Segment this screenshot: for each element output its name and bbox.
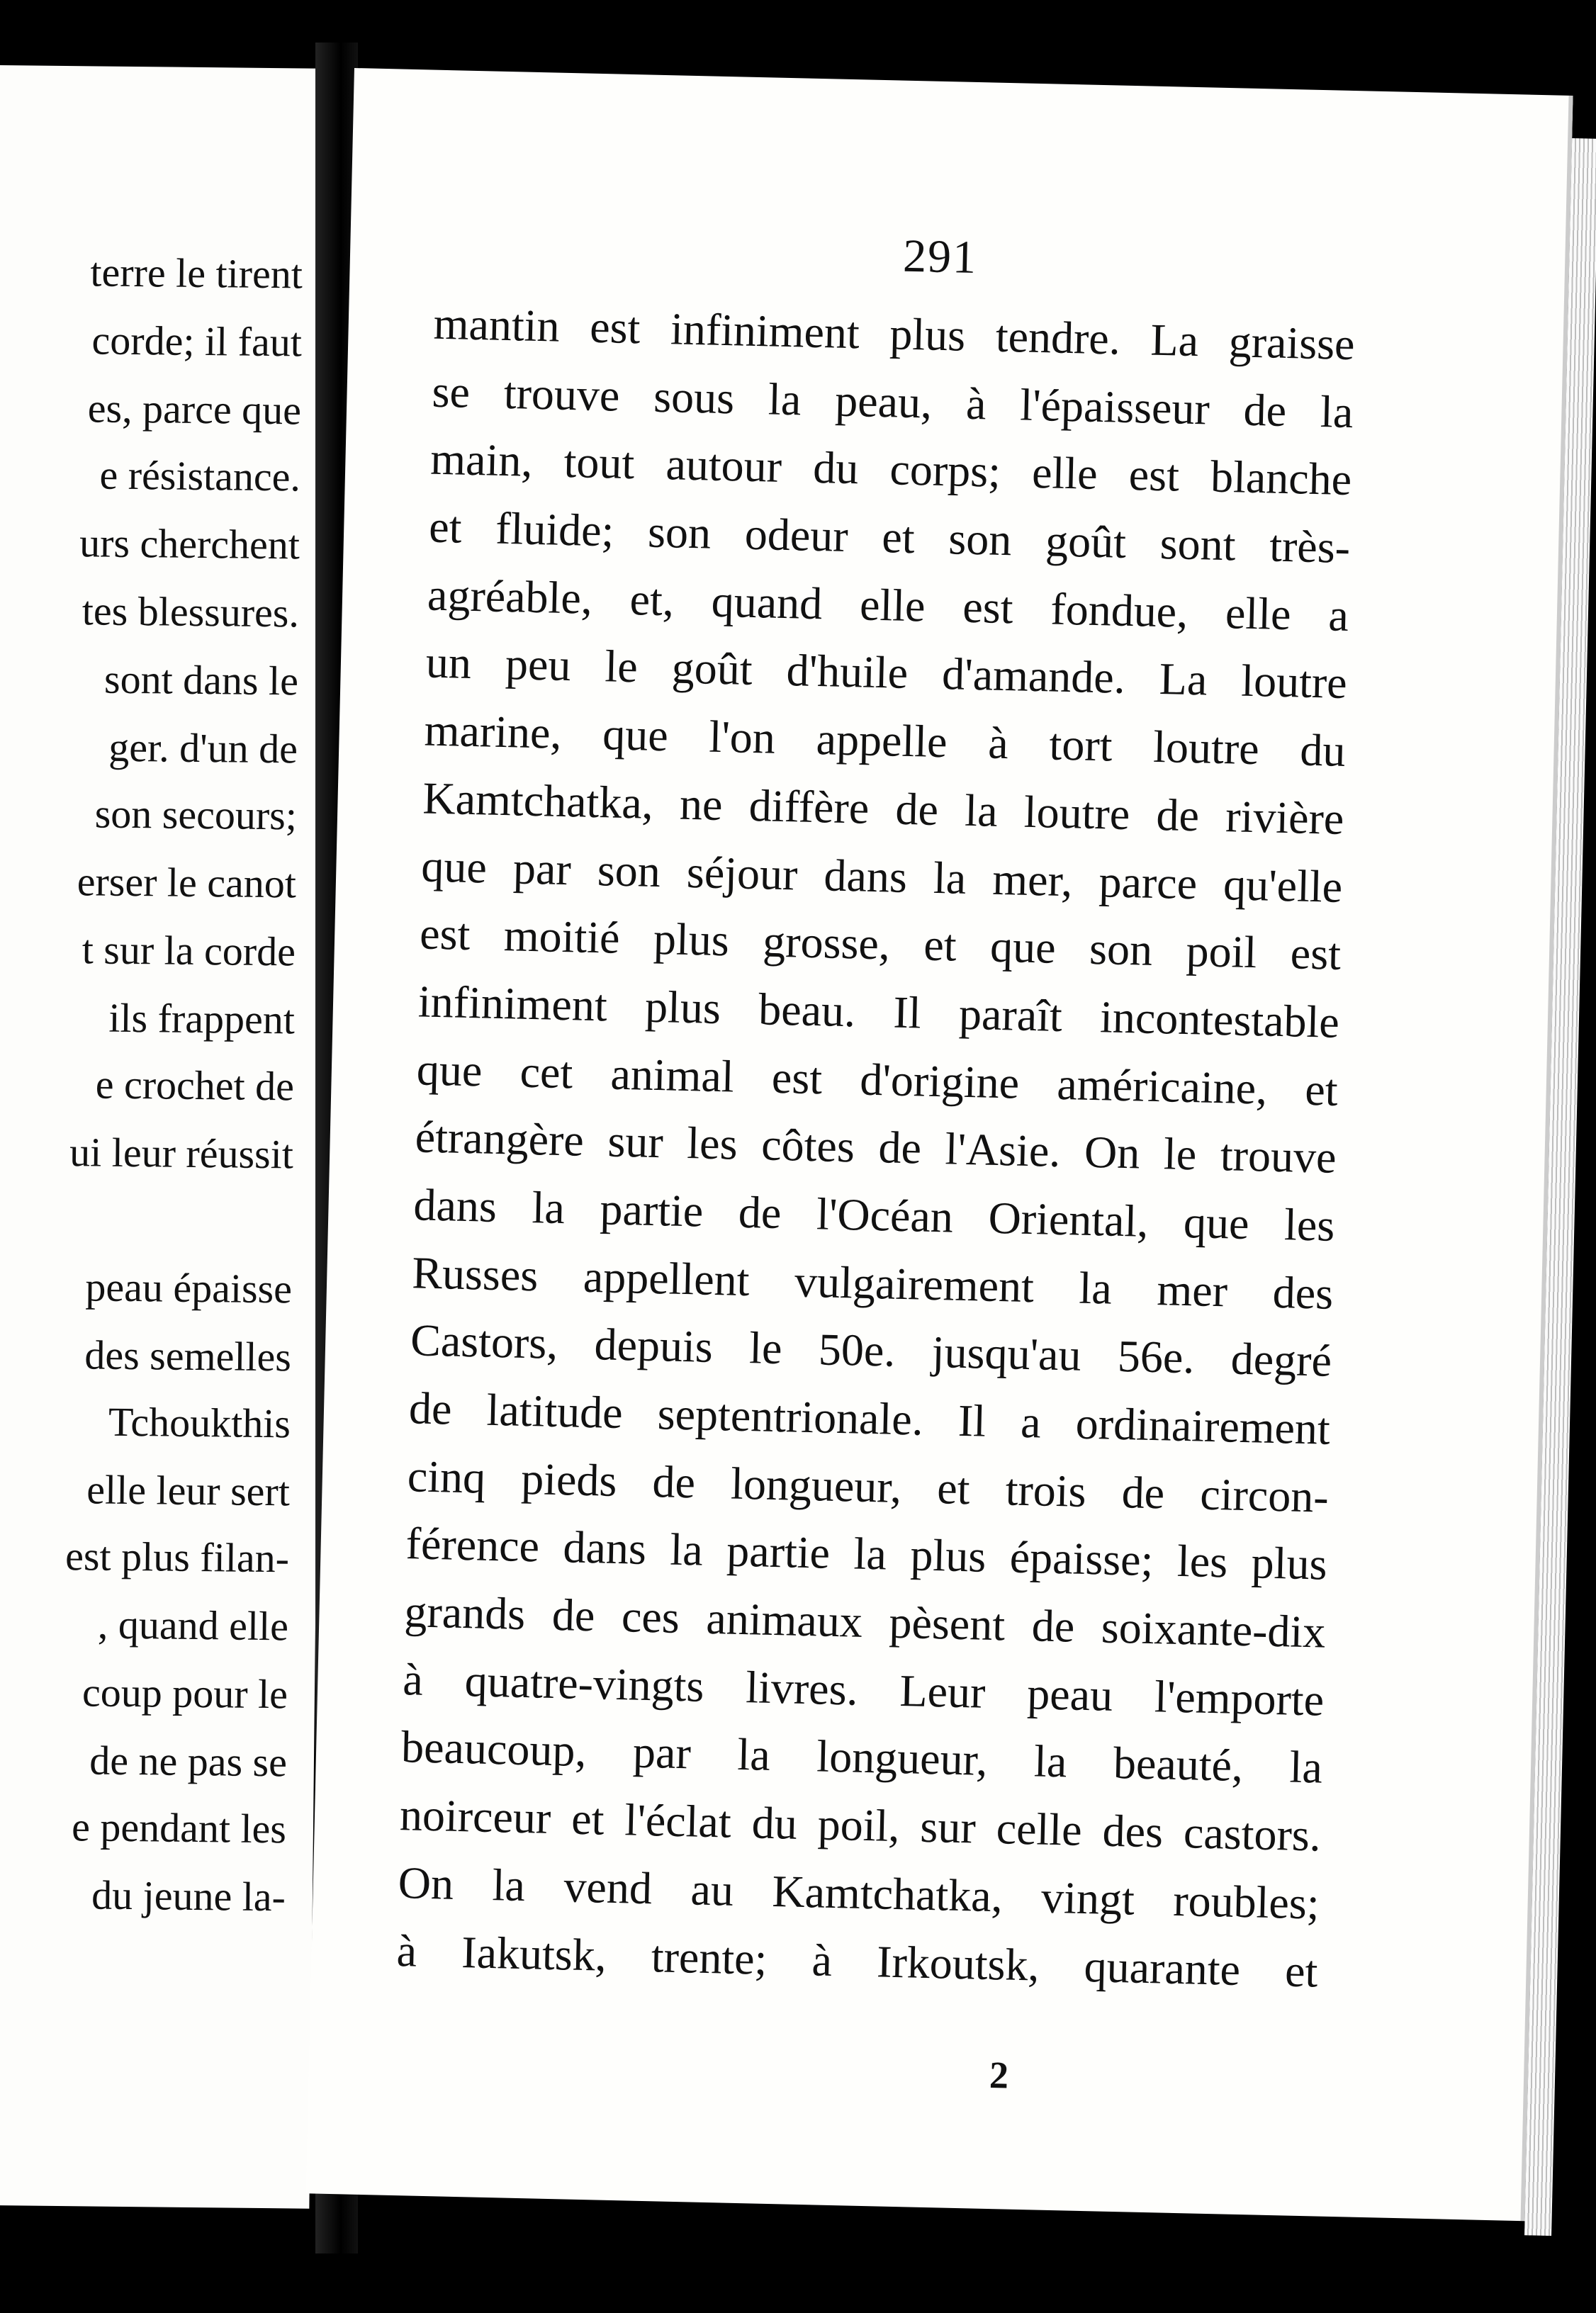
left-line: ger. d'un de (108, 724, 298, 772)
left-line: son secours; (94, 790, 298, 839)
signature-mark: 2 (989, 2054, 1009, 2097)
left-line: e crochet de (95, 1061, 295, 1110)
text-line: et fluide; son odeur et son goût sont très- (428, 501, 1351, 573)
text-line: Castors, depuis le 50e. jusqu'au 56e. degré (410, 1315, 1332, 1387)
left-line: des semelles (84, 1332, 292, 1380)
left-page (0, 65, 332, 2209)
text-line: que par son séjour dans la mer, parce qu'elle (420, 840, 1343, 912)
left-line: du jeune la- (91, 1872, 286, 1920)
text-line: marine, que l'on appelle à tort loutre du (424, 704, 1347, 777)
right-page (306, 68, 1573, 2221)
left-line: de ne pas se (89, 1737, 288, 1786)
left-line: ils frappent (108, 994, 296, 1043)
text-line: à Iakutsk, trente; à Irkoutsk, quarante et (395, 1925, 1319, 1997)
text-line: à quatre-vingts livres. Leur peau l'emporte (402, 1653, 1325, 1726)
left-line: erser le canot (77, 858, 297, 907)
left-line: Tchoukthis (108, 1398, 291, 1447)
page-edge (1524, 138, 1596, 2236)
left-line: urs cherchent (79, 519, 300, 568)
left-line: t sur la corde (82, 926, 296, 975)
text-line: étrangère sur les côtes de l'Asie. On le trouve (415, 1111, 1337, 1183)
page-number: 291 (902, 230, 978, 284)
left-line: e résistance. (99, 451, 301, 500)
left-line: est plus filan- (64, 1533, 290, 1582)
text-line: main, tout autour du corps; elle est blanche (429, 433, 1352, 505)
text-line: Russes appellent vulgairement la mer des (411, 1246, 1334, 1319)
left-line: ui leur réussit (69, 1129, 294, 1178)
text-line: mantin est infiniment plus tendre. La graisse (433, 298, 1356, 370)
left-line: peau épaisse (85, 1264, 293, 1312)
text-line: dans la partie de l'Océan Oriental, que les (412, 1179, 1336, 1251)
text-line: infiniment plus beau. Il paraît incontestable (417, 976, 1340, 1047)
text-line: de latitude septentrionale. Il a ordinairement (408, 1383, 1331, 1454)
text-line: agréable, et, quand elle est fondue, elle a (427, 569, 1349, 641)
text-line: que cet animal est d'origine américaine, et (416, 1043, 1339, 1115)
text-line: grands de ces animaux pèsent de soixante-dix (403, 1586, 1327, 1658)
text-line: férence dans la partie la plus épaisse; les plus (405, 1518, 1328, 1590)
text-line: un peu le goût d'huile d'amande. La loutre (425, 636, 1348, 709)
left-line: terre le tirent (90, 249, 303, 298)
left-line: corde; il faut (91, 317, 303, 366)
left-line: e pendant les (71, 1803, 287, 1852)
text-line: cinq pieds de longueur, et trois de circon- (407, 1450, 1330, 1522)
left-line: sont dans le (103, 655, 299, 704)
body-text (396, 290, 1356, 2005)
text-line: On la vend au Kamtchatka, vingt roubles; (398, 1857, 1320, 1929)
left-line: , quand elle (97, 1601, 289, 1650)
text-line: est moitié plus grosse, et que son poil est (419, 908, 1342, 980)
left-line: es, parce que (87, 385, 302, 434)
left-line: tes blessures. (82, 587, 300, 636)
text-line: beaucoup, par la longueur, la beauté, la (400, 1721, 1323, 1794)
left-line: coup pour le (82, 1669, 288, 1718)
text-line: se trouve sous la peau, à l'épaisseur de la (431, 366, 1354, 437)
left-line: elle leur sert (86, 1466, 291, 1515)
text-line: noirceur et l'éclat du poil, sur celle des castors. (399, 1789, 1322, 1861)
text-line: Kamtchatka, ne diffère de la loutre de rivière (422, 772, 1345, 844)
